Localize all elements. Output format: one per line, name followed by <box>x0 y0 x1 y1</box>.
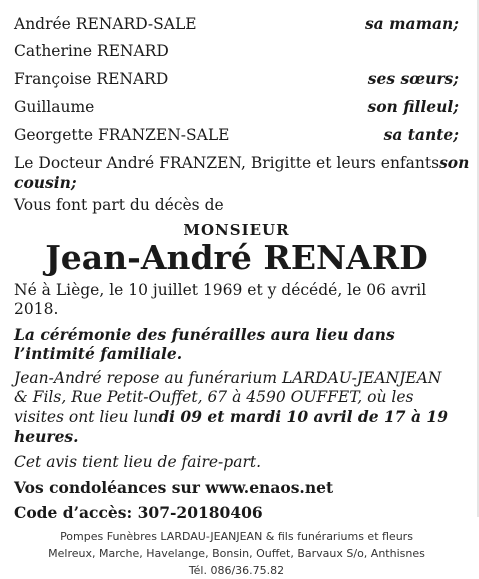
announcement-text: Vous font part du décès de <box>14 196 224 214</box>
family-row-mother <box>14 14 459 34</box>
faire-part-text: Cet avis tient lieu de faire-part. <box>14 453 262 471</box>
footer-phone: Tél. 086/36.75.82 <box>188 564 285 577</box>
family-relation: son filleul; <box>367 97 459 116</box>
birth-death-text: Né à Liège, le 10 juillet 1969 et y décédé, le 06 avril 2018. <box>14 281 427 318</box>
ceremony-text: La cérémonie des funérailles aura lieu dans l’intimité familiale. <box>14 325 395 363</box>
family-member-name: Guillaume <box>14 98 95 116</box>
family-relation-continued: cousin; <box>14 173 77 192</box>
access-code: Code d’accès: 307-20180406 <box>14 503 263 522</box>
repose-main: Jean-André repose au funérarium LARDAU-JEANJEAN & Fils, Rue Petit-Ouffet, 67 à 4590 OUFFET, où les visites ont lieu lun <box>14 369 442 426</box>
deceased-title: MONSIEUR <box>183 221 290 239</box>
family-relation: ses sœurs; <box>367 69 459 88</box>
family-row-doctor <box>14 153 470 192</box>
condolences-link[interactable]: Vos condoléances sur www.enaos.net <box>14 478 334 497</box>
family-relation: sa maman; <box>364 14 459 33</box>
visit-hours: di 09 et mardi 10 avril de 17 à 19 heures. <box>14 407 448 446</box>
repose-text <box>14 369 459 447</box>
family-member-name: Andrée RENARD-SALE <box>14 15 197 33</box>
family-row-godson <box>14 97 459 117</box>
family-relation: sa tante; <box>383 125 459 144</box>
footer-line-2: Melreux, Marche, Havelange, Bonsin, Ouffet, Barvaux S/o, Anthisnes <box>48 547 425 560</box>
family-row-sister-1 <box>14 42 459 61</box>
family-row-sister-2 <box>14 69 459 89</box>
footer-line-1: Pompes Funèbres LARDAU-JEANJEAN & fils funérariums et fleurs <box>60 530 413 543</box>
family-member-name: Catherine RENARD <box>14 42 169 60</box>
family-member-name: Georgette FRANZEN-SALE <box>14 126 230 144</box>
family-relation: son <box>439 153 470 172</box>
funeral-home-footer <box>14 528 459 579</box>
deceased-name: Jean-André RENARD <box>45 238 428 277</box>
family-member-name: Le Docteur André FRANZEN, Brigitte et leurs enfants <box>14 154 440 172</box>
family-row-aunt <box>14 125 459 145</box>
doctor-line <box>14 153 470 173</box>
family-member-name: Françoise RENARD <box>14 70 169 88</box>
